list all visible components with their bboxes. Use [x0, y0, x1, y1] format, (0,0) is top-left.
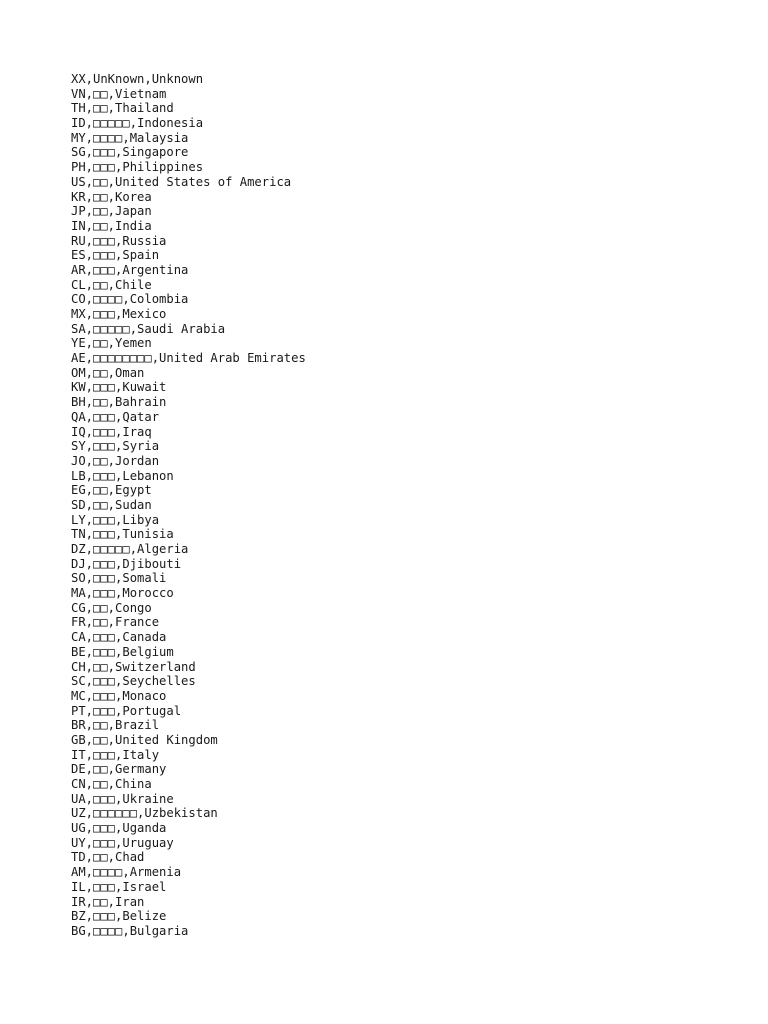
country-line: CG,□□,Congo: [71, 600, 152, 615]
country-line: BR,□□,Brazil: [71, 718, 160, 733]
country-line: MY,□□□□,Malaysia: [71, 130, 189, 145]
country-line: CO,□□□□,Colombia: [71, 292, 189, 307]
country-line: IR,□□,Iran: [71, 894, 145, 909]
country-line: KW,□□□,Kuwait: [71, 380, 167, 395]
country-line: SO,□□□,Somali: [71, 571, 167, 586]
country-line: SG,□□□,Singapore: [71, 145, 189, 160]
country-line: SD,□□,Sudan: [71, 497, 152, 512]
country-line: BZ,□□□,Belize: [71, 909, 167, 924]
country-line: AE,□□□□□□□□,United Arab Emirates: [71, 351, 306, 366]
country-line: MC,□□□,Monaco: [71, 688, 167, 703]
country-line: SY,□□□,Syria: [71, 439, 160, 454]
country-line: TH,□□,Thailand: [71, 101, 174, 116]
country-line: FR,□□,France: [71, 615, 160, 630]
country-code-list: [71, 72, 306, 939]
country-line: CN,□□,China: [71, 777, 152, 791]
country-line: UY,□□□,Uruguay: [71, 835, 174, 850]
country-line: XX,UnKnown,Unknown: [71, 72, 204, 86]
country-line: LB,□□□,Lebanon: [71, 468, 174, 483]
country-line: AM,□□□□,Armenia: [71, 865, 182, 880]
country-line: JP,□□,Japan: [71, 204, 152, 219]
country-line: IQ,□□□,Iraq: [71, 424, 152, 439]
country-line: DJ,□□□,Djibouti: [71, 556, 182, 571]
country-line: MA,□□□,Morocco: [71, 586, 174, 601]
country-line: UA,□□□,Ukraine: [71, 791, 174, 806]
country-line: GB,□□,United Kingdom: [71, 732, 218, 747]
country-line: DE,□□,Germany: [71, 762, 167, 777]
country-line: JO,□□,Jordan: [71, 453, 160, 468]
country-line: SA,□□□□□,Saudi Arabia: [71, 321, 226, 336]
country-line: RU,□□□,Russia: [71, 233, 167, 248]
country-line: CL,□□,Chile: [71, 277, 152, 292]
country-line: TD,□□,Chad: [71, 850, 145, 865]
country-line: BG,□□□□,Bulgaria: [71, 923, 189, 938]
country-line: DZ,□□□□□,Algeria: [71, 542, 189, 556]
country-line: QA,□□□,Qatar: [71, 409, 160, 424]
country-line: UG,□□□,Uganda: [71, 821, 167, 836]
country-line: ID,□□□□□,Indonesia: [71, 116, 204, 131]
country-line: IT,□□□,Italy: [71, 747, 160, 762]
country-line: KR,□□,Korea: [71, 189, 152, 204]
country-line: TN,□□□,Tunisia: [71, 527, 174, 542]
country-line: IN,□□,India: [71, 218, 152, 233]
country-line: OM,□□,Oman: [71, 365, 145, 380]
country-line: BH,□□,Bahrain: [71, 395, 167, 410]
country-line: PT,□□□,Portugal: [71, 703, 182, 718]
country-line: BE,□□□,Belgium: [71, 644, 174, 659]
country-line: SC,□□□,Seychelles: [71, 674, 196, 689]
country-line: VN,□□,Vietnam: [71, 86, 167, 101]
country-line: EG,□□,Egypt: [71, 483, 152, 498]
country-line: ES,□□□,Spain: [71, 248, 160, 263]
country-line: MX,□□□,Mexico: [71, 307, 167, 321]
country-line: LY,□□□,Libya: [71, 512, 160, 527]
country-line: UZ,□□□□□□,Uzbekistan: [71, 806, 218, 821]
country-line: CA,□□□,Canada: [71, 630, 167, 645]
country-line: YE,□□,Yemen: [71, 336, 152, 351]
country-line: PH,□□□,Philippines: [71, 160, 204, 175]
country-line: IL,□□□,Israel: [71, 879, 167, 894]
country-line: AR,□□□,Argentina: [71, 262, 189, 277]
country-line: CH,□□,Switzerland: [71, 659, 196, 674]
country-line: US,□□,United States of America: [71, 174, 292, 189]
